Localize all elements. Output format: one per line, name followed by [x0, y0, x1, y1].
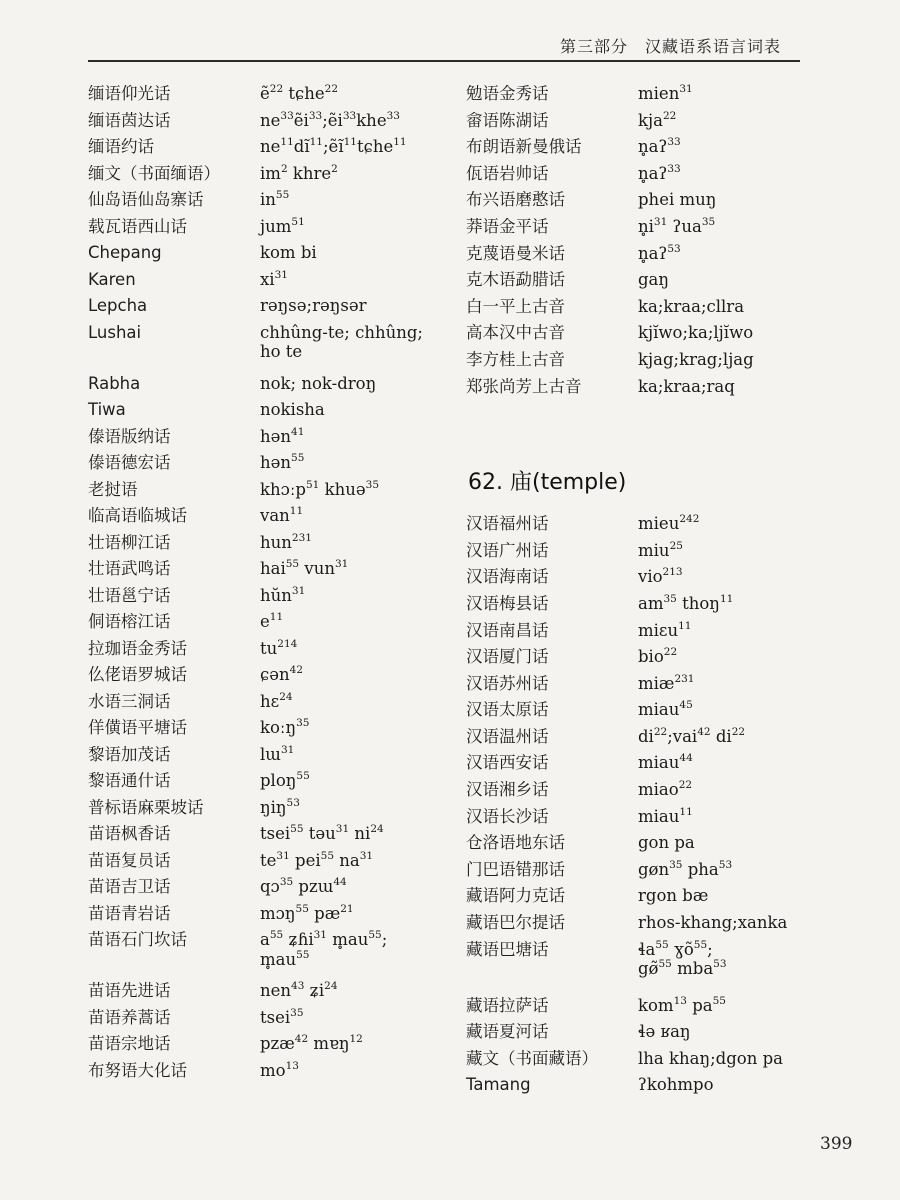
language-name: 苗语宗地话: [88, 1034, 171, 1053]
word-entry-row: [466, 514, 866, 541]
word-form: jum$^{51}$: [260, 215, 305, 236]
word-entry-row: [88, 877, 468, 904]
word-form: hŭn$^{31}$: [260, 584, 306, 605]
word-form: rhos-khang;xanka: [638, 913, 788, 933]
language-name: 藏语巴塘话: [466, 939, 549, 959]
word-form: $am^{35}$ thoŋ$^{11}$: [638, 592, 734, 613]
word-entry-row: [88, 930, 468, 981]
language-name: 门巴语错那话: [466, 859, 565, 879]
language-name: 郑张尚芳上古音: [466, 376, 582, 396]
word-entry-row: [466, 727, 866, 754]
language-name: Lepcha: [88, 296, 148, 315]
word-entry-row: [88, 243, 468, 270]
word-form: vio$^{213}$: [638, 566, 683, 587]
language-name: 仙岛语仙岛寨话: [88, 190, 204, 209]
language-name: 李方桂上古音: [466, 349, 565, 369]
language-name: Karen: [88, 269, 136, 289]
word-entry-row: [88, 639, 468, 666]
language-name: Lushai: [88, 322, 142, 342]
language-name: 拉珈语金秀话: [88, 638, 187, 658]
word-entry-row: [88, 296, 468, 323]
word-entry-row: [88, 745, 468, 772]
word-form: rəŋsə;rəŋsər: [260, 296, 367, 315]
word-form: $mo^{13}$: [260, 1059, 299, 1080]
language-name: 佯僙语平塘话: [88, 718, 187, 737]
language-name: 布努语大化话: [88, 1060, 187, 1080]
language-name: 苗语青岩话: [88, 903, 171, 923]
word-entry-row: [88, 111, 468, 138]
word-entry-row: [88, 612, 468, 639]
language-name: 汉语苏州话: [466, 673, 549, 693]
word-entry-row: [466, 111, 866, 138]
language-name: Tamang: [466, 1075, 531, 1095]
word-form: $ne^{33}ẽi^{33};ẽi^{33}khe^{33}$: [260, 109, 400, 130]
previous-entry-continuation: [466, 84, 866, 403]
word-entry-row: [466, 913, 866, 940]
language-name: 普标语麻栗坡话: [88, 797, 204, 817]
word-entry-row: [88, 718, 468, 745]
word-entry-row: [466, 217, 866, 244]
word-entry-row: [88, 692, 468, 719]
word-form: ploŋ$^{55}$: [260, 770, 310, 790]
language-name: 藏语阿力克话: [466, 886, 565, 906]
word-form: chhûng-te; chhûng; ho te: [260, 322, 423, 362]
word-form: kja$^{22}$: [638, 109, 677, 130]
language-name: 汉语梅县话: [466, 593, 549, 613]
language-name: 克木语勐腊话: [466, 270, 565, 290]
word-entry-row: [466, 674, 866, 701]
word-entry-row: [88, 190, 468, 217]
word-form: hən$^{55}$: [260, 452, 305, 472]
right-column: [466, 84, 866, 1102]
word-form: kom$^{13}$ $pa^{55}$: [638, 994, 726, 1015]
language-name: 临高语临城话: [88, 506, 187, 525]
word-form: miau$^{45}$: [638, 699, 693, 720]
language-name: 侗语榕江话: [88, 612, 171, 631]
word-form: mien$^{31}$: [638, 83, 693, 103]
word-entry-row: [466, 377, 866, 404]
language-name: 苗语先进话: [88, 981, 171, 1000]
word-entry-row: [88, 400, 468, 427]
language-name: 傣语德宏话: [88, 453, 171, 472]
word-entry-row: [466, 244, 866, 271]
left-column: [88, 84, 468, 1087]
word-form: miau$^{44}$: [638, 752, 693, 773]
word-entry-row: [88, 904, 468, 931]
temple-entry-list: [466, 514, 866, 1102]
language-name: 布朗语新曼俄话: [466, 137, 582, 157]
word-entry-row: [88, 559, 468, 586]
language-name: 藏文（书面藏语）: [466, 1048, 598, 1068]
word-form: ŋiŋ$^{53}$: [260, 796, 300, 817]
word-entry-row: [466, 780, 866, 807]
word-entry-row: [466, 753, 866, 780]
word-entry-row: [466, 137, 866, 164]
word-form: ɬa$^{55}$ ɣõ$^{55}$; gø̃$^{55}$ mba$^{53}$: [638, 938, 727, 979]
word-form: $a^{55}$ ʑɦi$^{31}$ $m̥au^{55}$; $m̥au^{55}$: [260, 929, 388, 969]
word-form: miu$^{25}$: [638, 539, 683, 560]
word-entry-row: [88, 533, 468, 560]
word-form: $xi^{31}$: [260, 268, 288, 289]
word-form: n̥aʔ$^{33}$: [638, 162, 681, 183]
word-entry-row: [466, 700, 866, 727]
word-entry-row: [88, 665, 468, 692]
word-form: tsei$^{35}$: [260, 1006, 304, 1027]
word-form: koːŋ$^{35}$: [260, 717, 310, 737]
word-form: $di^{22};vai^{42}$ $di^{22}$: [638, 725, 746, 746]
word-entry-row: [88, 981, 468, 1008]
word-entry-row: [88, 323, 468, 374]
word-entry-row: [466, 647, 866, 674]
language-name: 黎语通什话: [88, 771, 171, 790]
word-form: hən$^{41}$: [260, 425, 305, 446]
language-name: 藏语巴尔提话: [466, 913, 565, 933]
word-entry-row: [466, 833, 866, 860]
word-entry-row: [88, 798, 468, 825]
word-form: gaŋ: [638, 270, 670, 290]
language-name: 壮语柳江话: [88, 532, 171, 552]
word-entry-row: [466, 1075, 866, 1102]
language-name: 勉语金秀话: [466, 84, 549, 103]
word-form: $tu^{214}$: [260, 637, 298, 658]
language-name: 佤语岩帅话: [466, 163, 549, 183]
word-form: hai$^{55}$ vun$^{31}$: [260, 558, 349, 578]
language-name: Chepang: [88, 243, 162, 262]
word-form: lɯ$^{31}$: [260, 743, 295, 764]
word-form: miao$^{22}$: [638, 779, 693, 800]
language-name: 汉语海南话: [466, 567, 549, 587]
word-entry-row: [88, 771, 468, 798]
word-form: rgon bæ: [638, 886, 709, 906]
word-entry-row: [88, 1034, 468, 1061]
language-name: 汉语长沙话: [466, 806, 549, 826]
word-form: ka;kraa;raq: [638, 376, 735, 396]
word-entry-row: [466, 190, 866, 217]
language-name: 汉语南昌话: [466, 620, 549, 640]
language-name: 仓洛语地东话: [466, 833, 565, 853]
language-name: 白一平上古音: [466, 296, 565, 316]
section-title: 62. 庙(temple): [468, 470, 627, 496]
language-name: 傣语版纳话: [88, 426, 171, 446]
word-entry-row: [466, 323, 866, 350]
word-entry-row: [466, 567, 866, 594]
word-entry-row: [466, 1022, 866, 1049]
language-name: 藏语夏河话: [466, 1022, 549, 1042]
header-rule: [88, 60, 800, 62]
word-entry-row: [466, 886, 866, 913]
language-name: 藏语拉萨话: [466, 995, 549, 1015]
language-name: 畲语陈湖话: [466, 110, 549, 130]
word-entry-row: [466, 164, 866, 191]
word-entry-row: [466, 996, 866, 1023]
word-form: n̥aʔ$^{53}$: [638, 242, 681, 263]
language-name: 缅语约话: [88, 137, 154, 156]
word-entry-row: [88, 137, 468, 164]
word-entry-row: [88, 851, 468, 878]
running-head: 第三部分 汉藏语系语言词表: [560, 37, 782, 56]
word-form: ɬə ʁaŋ: [638, 1022, 691, 1042]
language-name: 汉语温州话: [466, 726, 549, 746]
word-entry-row: [88, 506, 468, 533]
word-entry-row: [88, 84, 468, 111]
word-form: ẽ$^{22}$ tɕhe$^{22}$: [260, 83, 339, 103]
word-form: tsei$^{55}$ təu$^{31}$ $ni^{24}$: [260, 823, 384, 843]
language-name: 水语三洞话: [88, 691, 171, 711]
language-name: 莽语金平话: [466, 216, 549, 236]
word-entry-row: [88, 270, 468, 297]
word-form: van$^{11}$: [260, 505, 304, 525]
word-form: $im^2$ khre$^2$: [260, 162, 338, 183]
word-form: miɛu$^{11}$: [638, 619, 692, 640]
word-form: mɔŋ$^{55}$ $pæ^{21}$: [260, 902, 354, 923]
language-name: 缅语茵达话: [88, 110, 171, 130]
language-name: 缅文（书面缅语）: [88, 163, 220, 183]
word-entry-row: [88, 586, 468, 613]
word-entry-row: [88, 374, 468, 401]
word-entry-row: [88, 164, 468, 191]
page-number: 399: [820, 1134, 853, 1154]
word-form: qɔ$^{35}$ pzɯ$^{44}$: [260, 876, 347, 896]
language-name: 苗语石门坎话: [88, 930, 187, 949]
language-name: 汉语西安话: [466, 753, 549, 773]
word-form: kjĭwo;ka;ljĭwo: [638, 323, 754, 343]
language-name: 苗语复员话: [88, 850, 171, 870]
word-form: mieu$^{242}$: [638, 513, 700, 534]
word-entry-row: [466, 84, 866, 111]
language-name: 汉语厦门话: [466, 647, 549, 667]
word-entry-row: [88, 453, 468, 480]
word-form: khɔːp$^{51}$ khuə$^{35}$: [260, 478, 380, 499]
word-form: n̥aʔ$^{33}$: [638, 136, 681, 157]
word-form: ʔkohmpo: [638, 1075, 714, 1095]
word-form: ɕən$^{42}$: [260, 664, 304, 684]
word-form: $n̥i^{31}$ ʔua$^{35}$: [638, 215, 716, 236]
word-entry-row: [88, 1008, 468, 1035]
language-name: Rabha: [88, 373, 141, 393]
language-name: 老挝语: [88, 479, 138, 499]
word-form: gøn$^{35}$ pha$^{53}$: [638, 858, 733, 879]
language-name: 汉语福州话: [466, 514, 549, 534]
word-entry-row: [466, 621, 866, 648]
word-form: miau$^{11}$: [638, 805, 693, 826]
word-form: kjag;krag;ljag: [638, 349, 754, 369]
word-form: $te^{31}$ pei$^{55}$ $na^{31}$: [260, 849, 374, 870]
word-form: nokisha: [260, 400, 325, 419]
language-name: 苗语吉卫话: [88, 877, 171, 896]
language-name: 仫佬语罗城话: [88, 665, 187, 684]
word-form: ka;kraa;cllra: [638, 296, 745, 316]
word-entry-row: [466, 350, 866, 377]
language-name: 汉语湘乡话: [466, 780, 549, 800]
word-form: nok; nok-droŋ: [260, 373, 377, 393]
word-entry-row: [88, 217, 468, 244]
language-name: 高本汉中古音: [466, 323, 565, 343]
language-name: 苗语枫香话: [88, 824, 171, 843]
word-form: $ne^{11}dĩ^{11};ẽĩ^{11}tɕhe^{11}$: [260, 136, 407, 156]
word-entry-row: [88, 824, 468, 851]
language-name: 克蔑语曼米话: [466, 243, 565, 263]
word-form: miæ$^{231}$: [638, 672, 695, 693]
language-name: 苗语养蒿话: [88, 1007, 171, 1027]
language-name: 汉语太原话: [466, 700, 549, 720]
language-name: 壮语武鸣话: [88, 559, 171, 578]
word-entry-row: [88, 480, 468, 507]
language-name: 缅语仰光话: [88, 84, 171, 103]
language-name: 汉语广州话: [466, 540, 549, 560]
word-form: hun$^{231}$: [260, 531, 312, 552]
word-entry-row: [466, 297, 866, 324]
word-form: bio$^{22}$: [638, 646, 678, 667]
word-entry-row: [88, 1061, 468, 1088]
word-entry-row: [466, 270, 866, 297]
language-name: 布兴语磨憨话: [466, 190, 565, 210]
word-form: $e^{11}$: [260, 611, 284, 631]
word-entry-row: [466, 1049, 866, 1076]
word-entry-row: [466, 860, 866, 887]
word-form: lha khaŋ;dgon pa: [638, 1048, 783, 1068]
word-form: phei muŋ: [638, 190, 717, 210]
word-form: gon pa: [638, 833, 695, 853]
language-name: 黎语加茂话: [88, 744, 171, 764]
word-entry-row: [88, 427, 468, 454]
word-form: kom bi: [260, 243, 317, 262]
word-form: $in^{55}$: [260, 189, 290, 209]
word-entry-row: [466, 541, 866, 568]
word-entry-row: [466, 940, 866, 996]
word-entry-row: [466, 807, 866, 834]
word-entry-row: [466, 594, 866, 621]
language-name: Tiwa: [88, 400, 126, 419]
language-name: 载瓦语西山话: [88, 216, 187, 236]
language-name: 壮语邕宁话: [88, 585, 171, 605]
word-form: pzæ$^{42}$ mɐŋ$^{12}$: [260, 1033, 363, 1053]
word-form: hɛ$^{24}$: [260, 690, 293, 711]
word-form: nen$^{43}$ ʑi$^{24}$: [260, 980, 338, 1000]
